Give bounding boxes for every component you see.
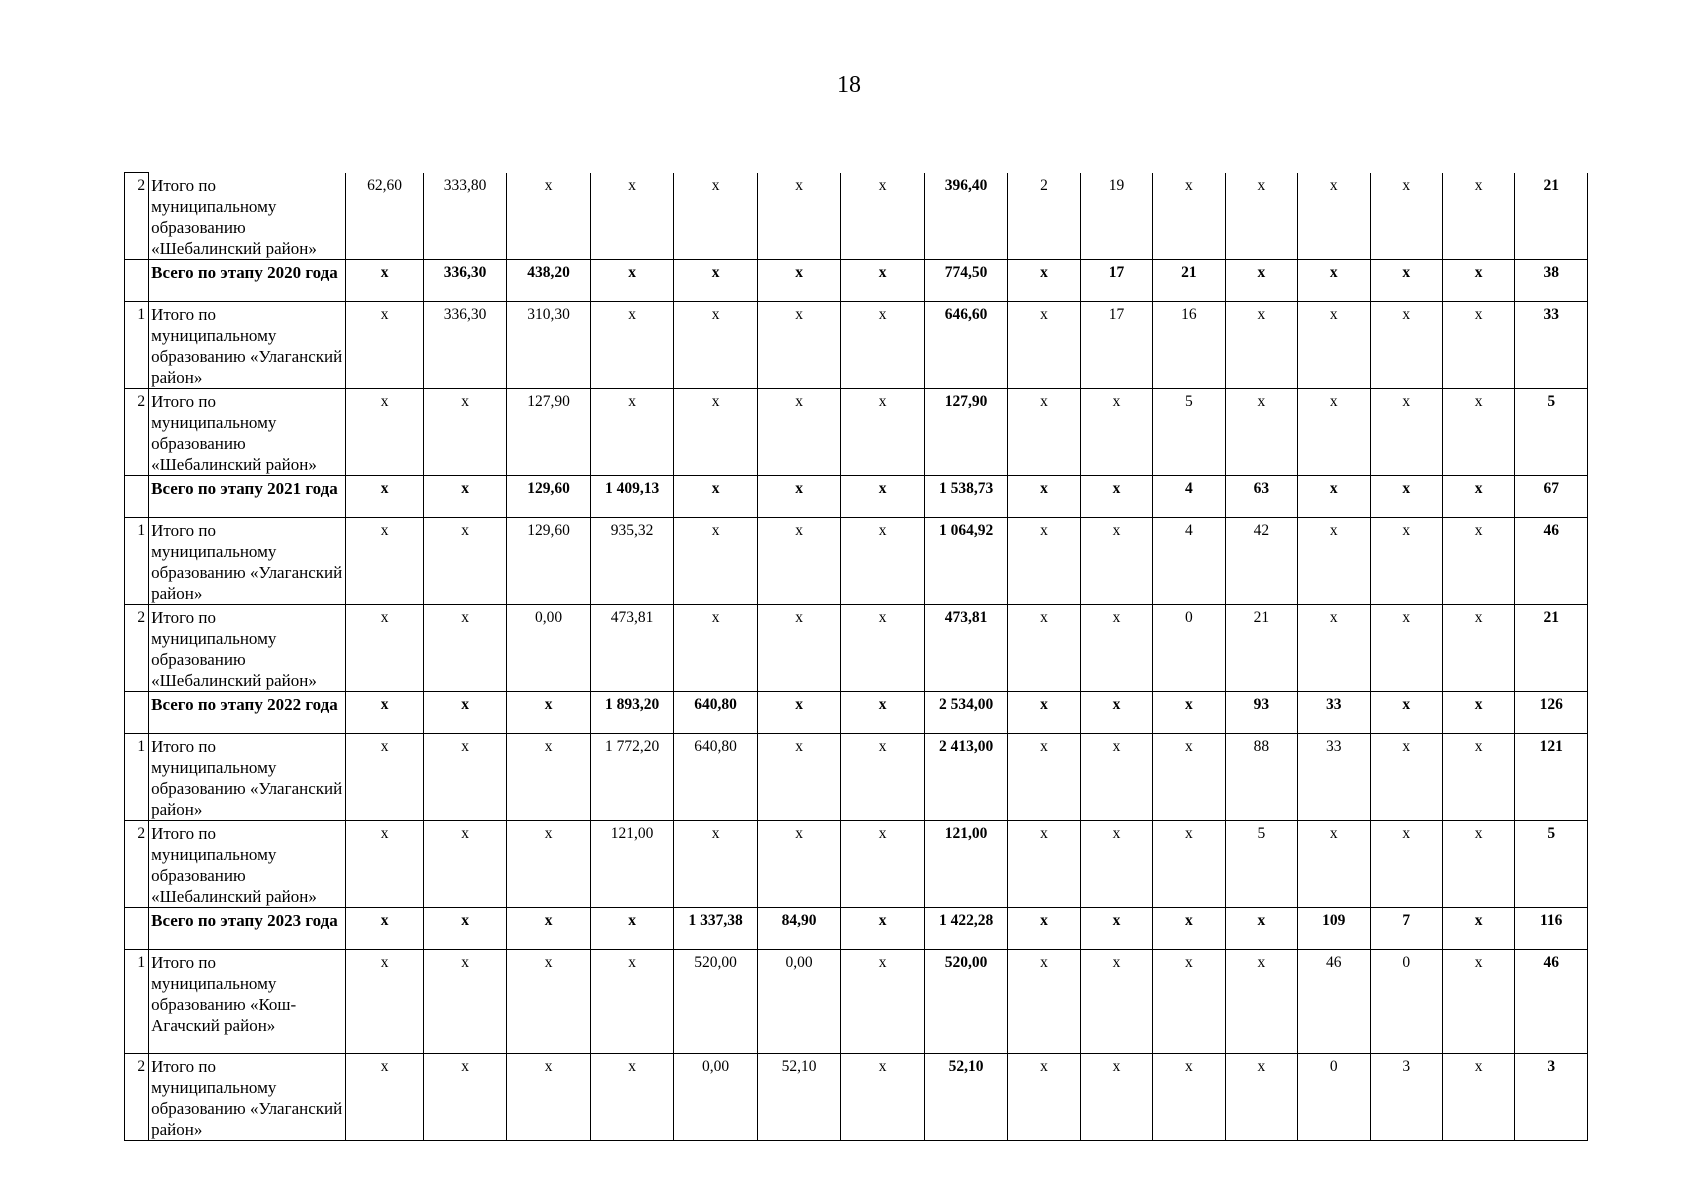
value-cell: х	[757, 259, 841, 301]
total-cell: 473,81	[924, 604, 1008, 691]
value-cell: х	[1298, 388, 1370, 475]
value-cell: х	[674, 475, 758, 517]
row-name: Всего по этапу 2021 года	[149, 475, 346, 517]
total-cell: 126	[1515, 691, 1588, 733]
value-cell: 21	[1225, 604, 1297, 691]
row-name: Итого по муниципальному образованию «Улаганский район»	[149, 301, 346, 388]
total-cell: 46	[1515, 517, 1588, 604]
value-cell: х	[757, 388, 841, 475]
value-cell: х	[841, 475, 925, 517]
value-cell: 52,10	[757, 1053, 841, 1140]
total-cell: 1 538,73	[924, 475, 1008, 517]
stage-total-row	[125, 691, 1588, 733]
value-cell: х	[1225, 301, 1297, 388]
value-cell: х	[757, 733, 841, 820]
total-cell: 2 534,00	[924, 691, 1008, 733]
value-cell: 310,30	[507, 301, 591, 388]
value-cell: х	[1225, 949, 1297, 1053]
value-cell: х	[1153, 820, 1225, 907]
row-number	[125, 691, 149, 733]
value-cell: х	[346, 733, 423, 820]
row-name: Итого по муниципальному образованию «Шебалинский район»	[149, 820, 346, 907]
value-cell: 1 893,20	[590, 691, 674, 733]
value-cell: х	[1370, 475, 1442, 517]
value-cell: 4	[1153, 475, 1225, 517]
value-cell: х	[1080, 733, 1152, 820]
total-cell: 121	[1515, 733, 1588, 820]
value-cell: х	[423, 388, 507, 475]
value-cell: 0	[1370, 949, 1442, 1053]
value-cell: 33	[1298, 691, 1370, 733]
value-cell: х	[1442, 259, 1514, 301]
total-cell: 38	[1515, 259, 1588, 301]
value-cell: х	[1225, 1053, 1297, 1140]
value-cell: х	[346, 301, 423, 388]
value-cell: х	[346, 949, 423, 1053]
value-cell: 16	[1153, 301, 1225, 388]
value-cell: 438,20	[507, 259, 591, 301]
value-cell: х	[1442, 820, 1514, 907]
value-cell: х	[1370, 259, 1442, 301]
value-cell: х	[674, 388, 758, 475]
total-cell: 5	[1515, 388, 1588, 475]
value-cell: х	[757, 517, 841, 604]
value-cell: х	[346, 820, 423, 907]
total-cell: 646,60	[924, 301, 1008, 388]
value-cell: х	[757, 691, 841, 733]
value-cell: 7	[1370, 907, 1442, 949]
value-cell: х	[423, 907, 507, 949]
total-cell: 5	[1515, 820, 1588, 907]
total-cell: 520,00	[924, 949, 1008, 1053]
value-cell: х	[1370, 733, 1442, 820]
value-cell: х	[1008, 388, 1080, 475]
value-cell: х	[757, 820, 841, 907]
value-cell: х	[1442, 949, 1514, 1053]
value-cell: х	[1080, 907, 1152, 949]
value-cell: х	[1080, 949, 1152, 1053]
value-cell: х	[1153, 1053, 1225, 1140]
value-cell: х	[1298, 517, 1370, 604]
row-name: Итого по муниципальному образованию «Кош-Агачский район»	[149, 949, 346, 1053]
value-cell: х	[1008, 949, 1080, 1053]
total-cell: 3	[1515, 1053, 1588, 1140]
value-cell: х	[841, 1053, 925, 1140]
value-cell: х	[841, 301, 925, 388]
value-cell: х	[841, 388, 925, 475]
row-name: Итого по муниципальному образованию «Улаганский район»	[149, 733, 346, 820]
row-number	[125, 907, 149, 949]
value-cell: х	[423, 949, 507, 1053]
value-cell: 62,60	[346, 173, 423, 260]
value-cell: х	[507, 1053, 591, 1140]
total-cell: 396,40	[924, 173, 1008, 260]
municipality-row	[125, 173, 1588, 260]
page-number: 18	[837, 72, 861, 98]
value-cell: х	[841, 691, 925, 733]
value-cell: 93	[1225, 691, 1297, 733]
value-cell: х	[1080, 691, 1152, 733]
value-cell: 42	[1225, 517, 1297, 604]
value-cell: 0	[1298, 1053, 1370, 1140]
value-cell: х	[1153, 949, 1225, 1053]
total-cell: 67	[1515, 475, 1588, 517]
row-number: 2	[125, 388, 149, 475]
value-cell: х	[1370, 820, 1442, 907]
municipality-row	[125, 517, 1588, 604]
value-cell: 336,30	[423, 259, 507, 301]
table-body	[125, 173, 1588, 1141]
row-number: 2	[125, 820, 149, 907]
value-cell: 520,00	[674, 949, 758, 1053]
value-cell: х	[423, 517, 507, 604]
value-cell: х	[346, 691, 423, 733]
value-cell: х	[1153, 733, 1225, 820]
value-cell: х	[1225, 388, 1297, 475]
value-cell: 1 337,38	[674, 907, 758, 949]
value-cell: х	[590, 907, 674, 949]
total-cell: 21	[1515, 604, 1588, 691]
value-cell: 129,60	[507, 475, 591, 517]
total-cell: 1 064,92	[924, 517, 1008, 604]
row-number: 2	[125, 1053, 149, 1140]
value-cell: х	[1442, 907, 1514, 949]
row-number: 1	[125, 301, 149, 388]
row-name: Итого по муниципальному образованию «Улаганский район»	[149, 517, 346, 604]
total-cell: 116	[1515, 907, 1588, 949]
value-cell: х	[423, 1053, 507, 1140]
value-cell: х	[1008, 733, 1080, 820]
value-cell: х	[507, 907, 591, 949]
value-cell: 17	[1080, 301, 1152, 388]
value-cell: х	[1008, 475, 1080, 517]
value-cell: х	[1225, 907, 1297, 949]
value-cell: 333,80	[423, 173, 507, 260]
total-cell: 52,10	[924, 1053, 1008, 1140]
value-cell: 5	[1225, 820, 1297, 907]
value-cell: х	[1153, 173, 1225, 260]
value-cell: 109	[1298, 907, 1370, 949]
value-cell: х	[590, 301, 674, 388]
value-cell: х	[757, 604, 841, 691]
value-cell: х	[1298, 604, 1370, 691]
value-cell: х	[346, 604, 423, 691]
total-cell: 121,00	[924, 820, 1008, 907]
value-cell: х	[590, 949, 674, 1053]
value-cell: х	[1080, 820, 1152, 907]
value-cell: х	[841, 604, 925, 691]
municipality-row	[125, 388, 1588, 475]
value-cell: 640,80	[674, 691, 758, 733]
value-cell: х	[346, 517, 423, 604]
value-cell: 0	[1153, 604, 1225, 691]
value-cell: х	[841, 259, 925, 301]
value-cell: х	[1370, 173, 1442, 260]
value-cell: х	[346, 907, 423, 949]
value-cell: 1 772,20	[590, 733, 674, 820]
total-cell: 1 422,28	[924, 907, 1008, 949]
total-cell: 774,50	[924, 259, 1008, 301]
value-cell: х	[1442, 1053, 1514, 1140]
municipality-row	[125, 604, 1588, 691]
value-cell: х	[346, 1053, 423, 1140]
value-cell: х	[674, 301, 758, 388]
value-cell: х	[841, 907, 925, 949]
value-cell: х	[1298, 259, 1370, 301]
stage-total-row	[125, 259, 1588, 301]
value-cell: х	[1225, 173, 1297, 260]
row-number: 1	[125, 949, 149, 1053]
value-cell: х	[1080, 517, 1152, 604]
value-cell: 5	[1153, 388, 1225, 475]
municipality-row	[125, 949, 1588, 1053]
value-cell: х	[1370, 517, 1442, 604]
value-cell: 129,60	[507, 517, 591, 604]
value-cell: 473,81	[590, 604, 674, 691]
row-number	[125, 475, 149, 517]
value-cell: х	[346, 259, 423, 301]
municipality-row	[125, 301, 1588, 388]
value-cell: 17	[1080, 259, 1152, 301]
value-cell: х	[1442, 604, 1514, 691]
total-cell: 2 413,00	[924, 733, 1008, 820]
value-cell: х	[757, 173, 841, 260]
row-number: 2	[125, 173, 149, 260]
value-cell: 88	[1225, 733, 1297, 820]
value-cell: х	[1442, 301, 1514, 388]
row-name: Итого по муниципальному образованию «Шебалинский район»	[149, 388, 346, 475]
value-cell: х	[1153, 907, 1225, 949]
value-cell: х	[1008, 301, 1080, 388]
value-cell: 21	[1153, 259, 1225, 301]
value-cell: х	[590, 1053, 674, 1140]
value-cell: х	[1298, 820, 1370, 907]
value-cell: х	[507, 820, 591, 907]
value-cell: х	[1008, 907, 1080, 949]
value-cell: х	[507, 733, 591, 820]
value-cell: х	[674, 259, 758, 301]
row-number: 1	[125, 517, 149, 604]
value-cell: х	[346, 475, 423, 517]
value-cell: х	[1008, 820, 1080, 907]
stage-total-row	[125, 475, 1588, 517]
value-cell: 0,00	[757, 949, 841, 1053]
value-cell: х	[590, 259, 674, 301]
value-cell: 63	[1225, 475, 1297, 517]
value-cell: 127,90	[507, 388, 591, 475]
value-cell: х	[423, 691, 507, 733]
value-cell: х	[590, 388, 674, 475]
value-cell: х	[674, 517, 758, 604]
value-cell: х	[841, 517, 925, 604]
value-cell: 935,32	[590, 517, 674, 604]
value-cell: х	[1298, 475, 1370, 517]
total-cell: 127,90	[924, 388, 1008, 475]
value-cell: х	[841, 949, 925, 1053]
value-cell: х	[841, 820, 925, 907]
row-name: Всего по этапу 2023 года	[149, 907, 346, 949]
value-cell: х	[1370, 388, 1442, 475]
stage-total-row	[125, 907, 1588, 949]
value-cell: 46	[1298, 949, 1370, 1053]
row-name: Всего по этапу 2022 года	[149, 691, 346, 733]
value-cell: х	[1080, 604, 1152, 691]
value-cell: х	[346, 388, 423, 475]
value-cell: х	[1370, 691, 1442, 733]
row-name: Всего по этапу 2020 года	[149, 259, 346, 301]
total-cell: 33	[1515, 301, 1588, 388]
municipality-row	[125, 820, 1588, 907]
value-cell: 19	[1080, 173, 1152, 260]
value-cell: х	[1442, 733, 1514, 820]
value-cell: х	[1370, 604, 1442, 691]
value-cell: х	[1153, 691, 1225, 733]
value-cell: х	[757, 475, 841, 517]
value-cell: х	[507, 949, 591, 1053]
value-cell: х	[1370, 301, 1442, 388]
value-cell: х	[1008, 1053, 1080, 1140]
value-cell: х	[674, 604, 758, 691]
value-cell: 33	[1298, 733, 1370, 820]
value-cell: 4	[1153, 517, 1225, 604]
value-cell: х	[423, 604, 507, 691]
value-cell: х	[423, 820, 507, 907]
row-name: Итого по муниципальному образованию «Улаганский район»	[149, 1053, 346, 1140]
row-number: 2	[125, 604, 149, 691]
value-cell: х	[1008, 604, 1080, 691]
value-cell: х	[757, 301, 841, 388]
value-cell: 640,80	[674, 733, 758, 820]
row-number: 1	[125, 733, 149, 820]
value-cell: 0,00	[507, 604, 591, 691]
value-cell: х	[1298, 301, 1370, 388]
value-cell: х	[674, 820, 758, 907]
value-cell: х	[1008, 691, 1080, 733]
value-cell: х	[674, 173, 758, 260]
total-cell: 21	[1515, 173, 1588, 260]
value-cell: 3	[1370, 1053, 1442, 1140]
value-cell: х	[1442, 173, 1514, 260]
budget-table	[124, 172, 1588, 1141]
total-cell: 46	[1515, 949, 1588, 1053]
municipality-row	[125, 1053, 1588, 1140]
row-number	[125, 259, 149, 301]
value-cell: х	[1442, 475, 1514, 517]
value-cell: х	[507, 691, 591, 733]
value-cell: 84,90	[757, 907, 841, 949]
value-cell: х	[1442, 691, 1514, 733]
value-cell: х	[1080, 1053, 1152, 1140]
value-cell: х	[507, 173, 591, 260]
row-name: Итого по муниципальному образованию «Шебалинский район»	[149, 604, 346, 691]
value-cell: х	[423, 475, 507, 517]
value-cell: х	[841, 733, 925, 820]
value-cell: 121,00	[590, 820, 674, 907]
value-cell: х	[1080, 475, 1152, 517]
value-cell: х	[1225, 259, 1297, 301]
value-cell: х	[1442, 388, 1514, 475]
value-cell: 336,30	[423, 301, 507, 388]
row-name: Итого по муниципальному образованию «Шебалинский район»	[149, 173, 346, 260]
value-cell: 1 409,13	[590, 475, 674, 517]
municipality-row	[125, 733, 1588, 820]
value-cell: х	[1080, 388, 1152, 475]
value-cell: х	[1008, 259, 1080, 301]
value-cell: х	[590, 173, 674, 260]
value-cell: х	[423, 733, 507, 820]
value-cell: х	[1298, 173, 1370, 260]
value-cell: х	[841, 173, 925, 260]
value-cell: 2	[1008, 173, 1080, 260]
value-cell: 0,00	[674, 1053, 758, 1140]
value-cell: х	[1008, 517, 1080, 604]
value-cell: х	[1442, 517, 1514, 604]
